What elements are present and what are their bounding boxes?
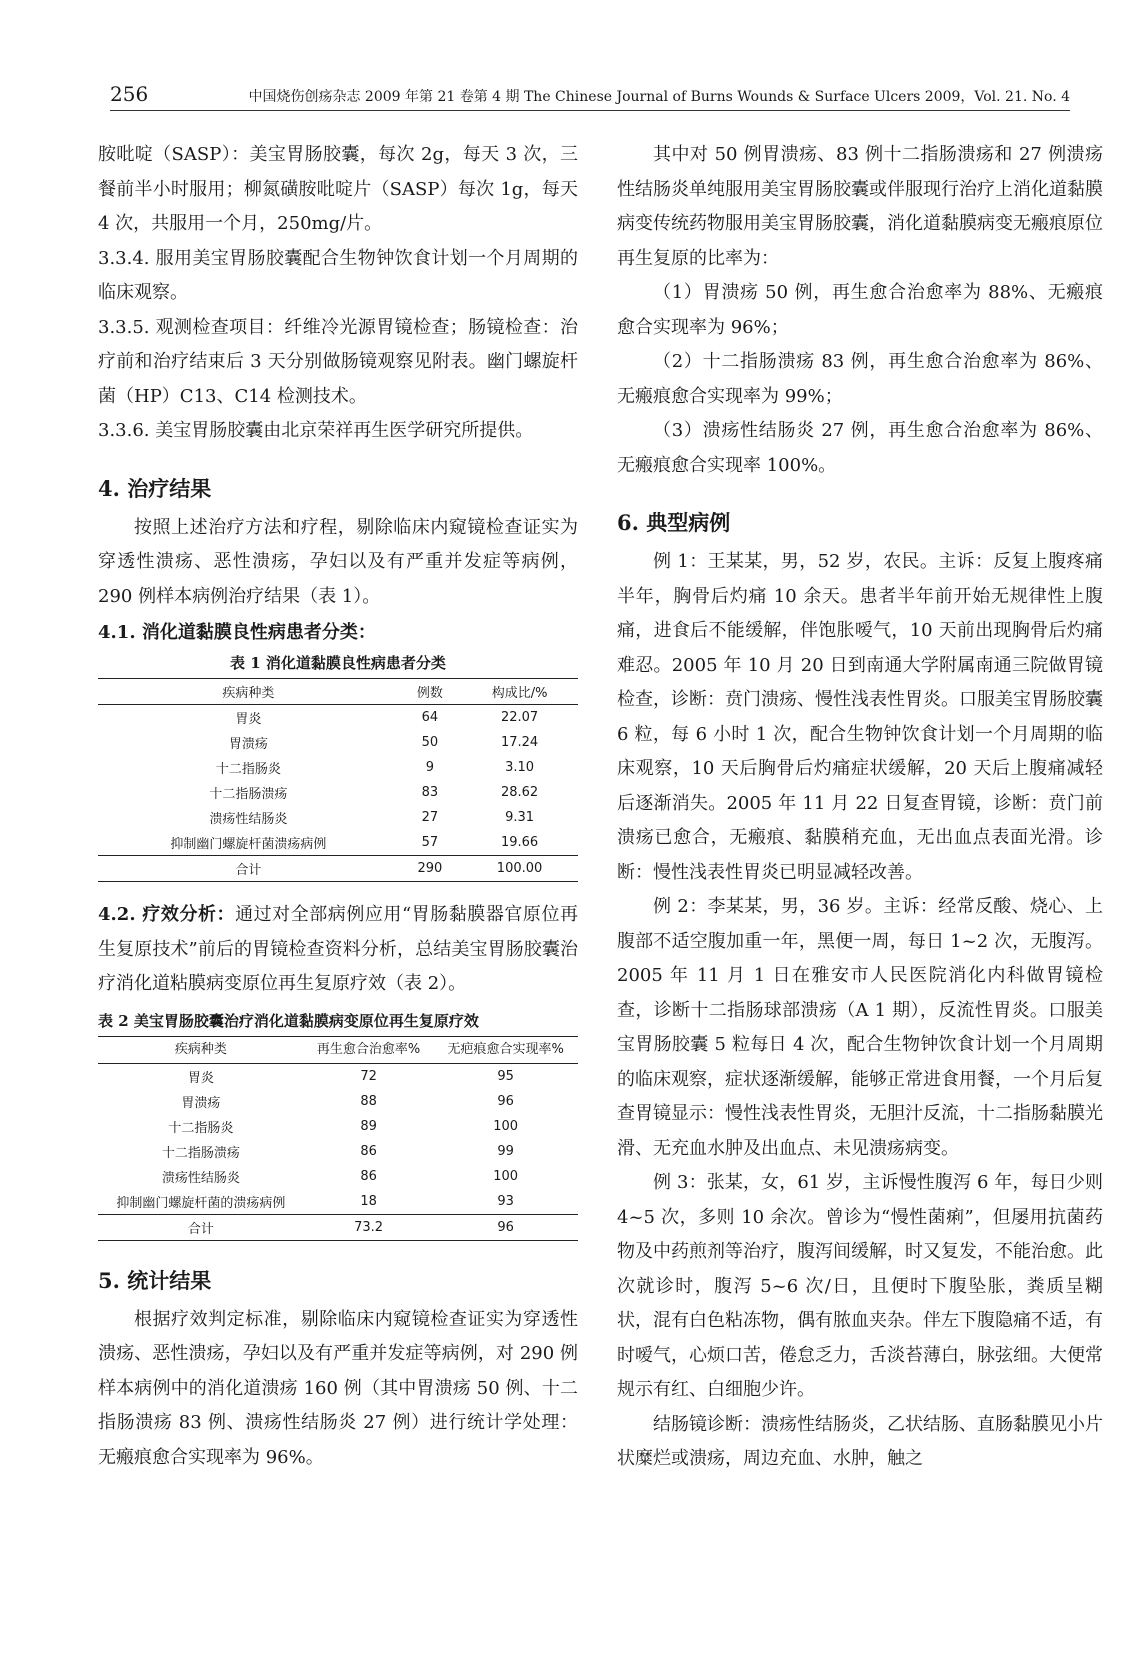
section-heading-4-2: 4.2. 疗效分析： <box>98 904 236 925</box>
running-title: 中国烧伤创疡杂志 2009 年第 21 卷第 4 期 The Chinese Journal of Burns Wounds & Surface Ulcers 2009，Vol. 21. No. 4 <box>248 89 1070 105</box>
table-cell: 胃溃疡 <box>181 1095 221 1111</box>
paragraph: 胺吡啶（SASP）：美宝胃肠胶囊，每次 2g，每天 3 次，三餐前半小时服用；柳氮磺胺吡啶片（SASP）每次 1g，每天 4 次，共服用一个月，250mg/片。 <box>98 144 578 234</box>
table-row <box>98 705 578 731</box>
table-cell: 十二指肠溃疡 <box>161 1145 240 1161</box>
table-cell: 290 <box>399 856 461 882</box>
paragraph: 按照上述治疗方法和疗程，剔除临床内窥镜检查证实为穿透性溃疡、恶性溃疡，孕妇以及有严重并发症等病例，290 例样本病例治疗结果（表 1）。 <box>98 516 578 607</box>
table-row <box>98 1189 578 1215</box>
table-cell: 50 <box>421 735 439 750</box>
section-4-2 <box>98 898 578 1002</box>
table-header: 例数 <box>399 679 461 705</box>
section-heading-5: 5. 统计结果 <box>98 1267 212 1293</box>
table-cell: 9 <box>425 760 435 775</box>
table-cell: 89 <box>360 1118 377 1134</box>
table-cell: 100.00 <box>461 856 578 882</box>
running-header <box>110 82 1070 111</box>
case-3: 例 3：张某，女，61 岁，主诉慢性腹泻 6 年，每日少则 4~5 次，多则 10 余次。曾诊为“慢性菌痢”，但屡用抗菌药物及中药煎剂等治疗，腹泻间缓解，时又复发，不能治愈。此次就诊时，腹泻 5~6 次/日，且便时下腹坠胀，粪质呈糊状，混有白色粘冻物，偶有脓血夹杂。伴左下腹隐痛不适，有时嗳气，心烦口苦，倦怠乏力，舌淡苔薄白，脉弦细。大便常规示有红、白细胞少许。 <box>617 1172 1103 1400</box>
section-3-3-6: 3.3.6. 美宝胃肠胶囊由北京荣祥再生医学研究所提供。 <box>98 420 534 441</box>
table-cell: 19.66 <box>500 835 539 850</box>
result-item: （1）胃溃疡 50 例，再生愈合治愈率为 88%、无瘢痕愈合实现率为 96%； <box>617 282 1103 338</box>
table-cell: 64 <box>421 710 439 725</box>
table-cell: 96 <box>433 1214 578 1240</box>
table-cell: 86 <box>360 1168 377 1184</box>
result-item: （3）溃疡性结肠炎 27 例，再生愈合治愈率为 86%、无瘢痕愈合实现率 100%。 <box>617 420 1103 476</box>
table-cell: 100 <box>493 1118 519 1134</box>
table-cell: 96 <box>497 1093 514 1109</box>
table-header: 无疤痕愈合实现率% <box>433 1036 578 1063</box>
table-cell: 胃炎 <box>187 1070 214 1086</box>
table-row <box>98 730 578 755</box>
case-3-colonoscopy: 结肠镜诊断：溃疡性结肠炎，乙状结肠、直肠黏膜见小片状糜烂或溃疡，周边充血、水肿，触之 <box>617 1413 1103 1469</box>
table-cell: 73.2 <box>304 1214 434 1240</box>
table-cell: 95 <box>497 1068 514 1084</box>
table-cell: 27 <box>421 810 439 825</box>
table-row <box>98 1164 578 1189</box>
table-cell: 3.10 <box>505 760 535 775</box>
section-3-3-4: 3.3.4. 服用美宝胃肠胶囊配合生物钟饮食计划一个月周期的临床观察。 <box>98 247 578 303</box>
table-cell: 抑制幽门螺旋杆菌的溃疡病例 <box>116 1195 286 1211</box>
paragraph: 通过对全部病例应用“胃肠黏膜器官原位再生复原技术”前后的胃镜检查资料分析，总结美宝胃肠胶囊治疗消化道粘膜病变原位再生复原疗效（表 2）。 <box>98 904 578 994</box>
table-2 <box>98 1036 578 1241</box>
section-heading-4-1: 4.1. 消化道黏膜良性病患者分类： <box>98 622 376 643</box>
table-header: 疾病种类 <box>98 679 399 705</box>
table-cell: 99 <box>497 1143 514 1159</box>
table-cell: 溃疡性结肠炎 <box>209 812 288 827</box>
table-cell: 28.62 <box>500 785 539 800</box>
table-cell: 100 <box>493 1168 519 1184</box>
section-3-3-5: 3.3.5. 观测检查项目：纤维冷光源胃镜检查；肠镜检查：治疗前和治疗结束后 3 天分别做肠镜观察见附表。幽门螺旋杆菌（HP）C13、C14 检测技术。 <box>98 316 578 407</box>
result-item: （2）十二指肠溃疡 83 例，再生愈合治愈率为 86%、无瘢痕愈合实现率为 99%； <box>617 351 1103 407</box>
paragraph: 其中对 50 例胃溃疡、83 例十二指肠溃疡和 27 例溃疡性结肠炎单纯服用美宝胃肠胶囊或伴服现行治疗上消化道黏膜病变传统药物服用美宝胃肠胶囊，消化道黏膜病变无瘢痕原位再生复原的比率为： <box>617 144 1103 269</box>
table-row <box>98 755 578 780</box>
table-cell: 溃疡性结肠炎 <box>161 1170 240 1186</box>
table-cell: 93 <box>497 1193 514 1209</box>
table-cell: 17.24 <box>500 735 539 750</box>
table-cell: 十二指肠溃疡 <box>209 787 288 802</box>
table-cell: 合计 <box>98 856 399 882</box>
table-row <box>98 1089 578 1114</box>
table-cell: 胃炎 <box>235 712 262 727</box>
table-cell: 十二指肠炎 <box>168 1120 234 1136</box>
table-2-caption: 表 2 美宝胃肠胶囊治疗消化道黏膜病变原位再生复原疗效 <box>98 1011 479 1030</box>
table-total-row <box>98 1214 578 1240</box>
table-cell: 22.07 <box>500 710 539 725</box>
table-cell: 57 <box>421 835 439 850</box>
table-total-row <box>98 856 578 882</box>
table-cell: 18 <box>360 1193 377 1209</box>
case-1: 例 1：王某某，男，52 岁，农民。主诉：反复上腹疼痛半年，胸骨后灼痛 10 余天。患者半年前开始无规律性上腹痛，进食后不能缓解，伴饱胀嗳气，10 天前出现胸骨后灼痛难忍。2005 年 10 月 20 日到南通大学附属南通三院做胃镜检查，诊断：贲门溃疡、慢性浅表性胃炎。口服美宝胃肠胶囊 6 粒，每 6 小时 1 次，配合生物钟饮食计划一个月周期的临床观察，10 天后胸骨后灼痛症状缓解，20 天后上腹痛减轻后逐渐消失。2005 年 11 月 22 日复查胃镜，诊断：贲门前溃疡已愈合，无瘢痕、黏膜稍充血，无出血点表面光滑。诊断：慢性浅表性胃炎已明显减轻改善。 <box>617 551 1103 883</box>
table-cell: 83 <box>421 785 439 800</box>
table-cell: 胃溃疡 <box>228 737 268 752</box>
table-header: 疾病种类 <box>98 1036 304 1063</box>
table-cell: 88 <box>360 1093 377 1109</box>
table-1 <box>98 678 578 882</box>
table-row <box>98 830 578 856</box>
section-heading-6: 6. 典型病例 <box>617 510 731 535</box>
paragraph: 根据疗效判定标准，剔除临床内窥镜检查证实为穿透性溃疡、恶性溃疡，孕妇以及有严重并发症等病例，对 290 例样本病例中的消化道溃疡 160 例（其中胃溃疡 50 例、十二指肠溃疡 83 例、溃疡性结肠炎 27 例）进行统计学处理：无瘢痕愈合实现率为 96%。 <box>98 1308 578 1468</box>
page-number: 256 <box>110 82 149 106</box>
table-row <box>98 1114 578 1139</box>
table-cell: 86 <box>360 1143 377 1159</box>
table-cell: 十二指肠炎 <box>215 762 281 777</box>
left-column <box>98 138 578 1475</box>
table-header: 再生愈合治愈率% <box>304 1036 434 1063</box>
table-cell: 抑制幽门螺旋杆菌溃疡病例 <box>170 837 327 852</box>
table-row <box>98 1063 578 1089</box>
table-cell: 合计 <box>98 1214 304 1240</box>
case-2: 例 2：李某某，男，36 岁。主诉：经常反酸、烧心、上腹部不适空腹加重一年，黑便一周，每日 1~2 次，无腹泻。2005 年 11 月 1 日在雅安市人民医院消化内科做胃镜检查，诊断十二指肠球部溃疡（A 1 期），反流性胃炎。口服美宝胃肠胶囊 5 粒每日 4 次，配合生物钟饮食计划一个月周期的临床观察，症状逐渐缓解，能够正常进食用餐，一个月后复查胃镜显示：慢性浅表性胃炎，无胆汁反流，十二指肠黏膜光滑、无充血水肿及出血点、未见溃疡病变。 <box>617 896 1103 1159</box>
right-column <box>617 138 1103 1477</box>
section-heading-4: 4. 治疗结果 <box>98 475 212 501</box>
table-row <box>98 780 578 805</box>
table-1-caption: 表 1 消化道黏膜良性病患者分类 <box>230 654 446 672</box>
table-row <box>98 805 578 830</box>
table-cell: 72 <box>360 1068 377 1084</box>
table-cell: 9.31 <box>505 810 535 825</box>
table-header: 构成比/% <box>461 679 578 705</box>
table-row <box>98 1139 578 1164</box>
